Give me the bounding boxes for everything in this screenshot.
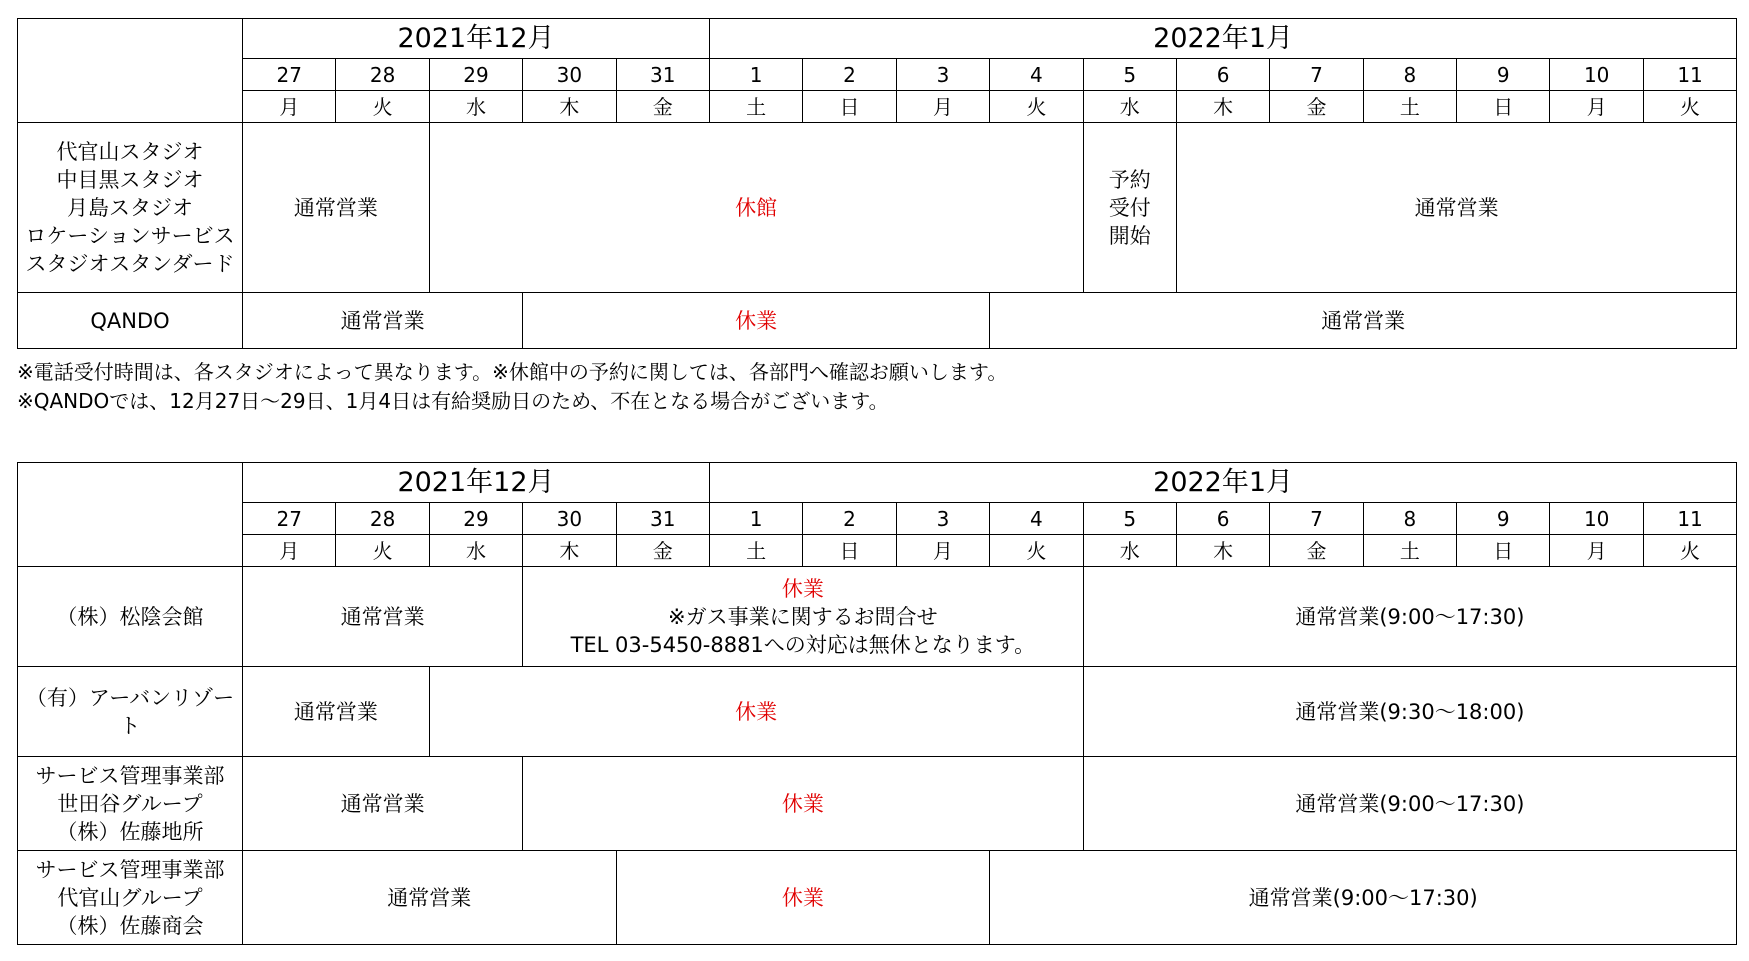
table-row [18, 567, 1737, 667]
table-row [18, 757, 1737, 851]
date-cell: 28 [336, 503, 429, 535]
row-label: （有）アーバンリゾート [18, 667, 243, 757]
weekday-cell: 日 [1457, 535, 1550, 567]
open-period-cell [990, 851, 1737, 945]
closed-status-text: 休業 [735, 308, 778, 333]
table-row [18, 293, 1737, 349]
open-period-cell [243, 757, 523, 851]
date-cell: 6 [1176, 503, 1269, 535]
open-period-cell [990, 293, 1737, 349]
closed-status-text: 休業 [781, 885, 824, 910]
date-cell: 5 [1083, 503, 1176, 535]
weekday-cell: 月 [1550, 535, 1643, 567]
date-cell: 11 [1643, 59, 1736, 91]
status-text: 通常営業(9:30～18:00) [1295, 699, 1525, 724]
status-text: 通常営業 [1321, 308, 1406, 333]
date-cell: 31 [616, 503, 709, 535]
date-cell: 11 [1643, 503, 1736, 535]
weekday-cell: 火 [336, 91, 429, 123]
schedule-table-companies [17, 462, 1737, 945]
table-row [18, 851, 1737, 945]
weekday-row [18, 535, 1737, 567]
date-cell: 30 [523, 59, 616, 91]
date-cell: 7 [1270, 59, 1363, 91]
date-cell: 28 [336, 59, 429, 91]
open-period-cell [1083, 757, 1737, 851]
status-text: 通常営業 [293, 699, 378, 724]
row-label: サービス管理事業部 代官山グループ （株）佐藤商会 [18, 851, 243, 945]
table-corner [18, 463, 243, 567]
date-cell: 10 [1550, 503, 1643, 535]
weekday-cell: 土 [709, 535, 802, 567]
weekday-cell: 土 [1363, 91, 1456, 123]
date-cell: 3 [896, 503, 989, 535]
date-cell: 9 [1457, 59, 1550, 91]
date-row [18, 503, 1737, 535]
weekday-cell: 火 [1643, 91, 1736, 123]
status-text: 通常営業 [293, 195, 378, 220]
open-period-cell [243, 123, 430, 293]
month-header: 2021年12月 [243, 463, 710, 503]
date-cell: 9 [1457, 503, 1550, 535]
open-period-cell [243, 567, 523, 667]
date-cell: 4 [990, 503, 1083, 535]
open-period-cell [243, 667, 430, 757]
month-header: 2021年12月 [243, 19, 710, 59]
status-text: 通常営業(9:00～17:30) [1248, 885, 1478, 910]
date-cell: 5 [1083, 59, 1176, 91]
table-corner [18, 19, 243, 123]
date-cell: 10 [1550, 59, 1643, 91]
row-label: サービス管理事業部 世田谷グループ （株）佐藤地所 [18, 757, 243, 851]
status-text: 予約 受付 開始 [1108, 167, 1151, 248]
date-cell: 2 [803, 59, 896, 91]
date-cell: 30 [523, 503, 616, 535]
open-period-cell [1083, 123, 1176, 293]
closed-period-cell [616, 851, 990, 945]
table-row [18, 123, 1737, 293]
status-text: 通常営業 [340, 604, 425, 629]
note-line: ※QANDOでは、12月27日～29日、1月4日は有給奨励日のため、不在となる場合がございます。 [17, 389, 889, 413]
schedule-table-studios [17, 18, 1737, 349]
date-cell: 27 [243, 59, 336, 91]
closed-period-cell [523, 757, 1083, 851]
weekday-cell: 火 [990, 91, 1083, 123]
status-text: 通常営業 [340, 791, 425, 816]
date-cell: 8 [1363, 503, 1456, 535]
weekday-cell: 水 [429, 91, 522, 123]
note-line: ※電話受付時間は、各スタジオによって異なります。※休館中の予約に関しては、各部門へ確認お願いします。 [17, 360, 1008, 384]
date-cell: 2 [803, 503, 896, 535]
open-period-cell [1083, 567, 1737, 667]
weekday-cell: 日 [803, 535, 896, 567]
closed-period-cell [523, 293, 990, 349]
weekday-cell: 水 [429, 535, 522, 567]
closed-period-cell [429, 123, 1083, 293]
weekday-cell: 金 [616, 535, 709, 567]
date-cell: 8 [1363, 59, 1456, 91]
weekday-cell: 金 [1270, 91, 1363, 123]
date-cell: 7 [1270, 503, 1363, 535]
date-cell: 29 [429, 503, 522, 535]
weekday-cell: 火 [990, 535, 1083, 567]
weekday-cell: 日 [1457, 91, 1550, 123]
weekday-cell: 金 [616, 91, 709, 123]
row-label: （株）松陰会館 [18, 567, 243, 667]
weekday-cell: 木 [523, 91, 616, 123]
open-period-cell [243, 293, 523, 349]
date-cell: 31 [616, 59, 709, 91]
open-period-cell [1083, 667, 1737, 757]
notes [17, 358, 1007, 416]
weekday-cell: 水 [1083, 535, 1176, 567]
weekday-cell: 月 [1550, 91, 1643, 123]
closed-period-cell [523, 567, 1083, 667]
weekday-cell: 土 [709, 91, 802, 123]
month-header: 2022年1月 [709, 463, 1736, 503]
date-cell: 3 [896, 59, 989, 91]
weekday-cell: 土 [1363, 535, 1456, 567]
date-cell: 27 [243, 503, 336, 535]
open-period-cell [243, 851, 617, 945]
date-row [18, 59, 1737, 91]
weekday-cell: 月 [896, 91, 989, 123]
row-label: QANDO [18, 293, 243, 349]
weekday-cell: 木 [1176, 91, 1269, 123]
open-period-cell [1176, 123, 1736, 293]
status-text: 通常営業(9:00～17:30) [1295, 791, 1525, 816]
weekday-cell: 火 [336, 535, 429, 567]
weekday-cell: 木 [1176, 535, 1269, 567]
table-row [18, 667, 1737, 757]
weekday-cell: 水 [1083, 91, 1176, 123]
weekday-cell: 金 [1270, 535, 1363, 567]
cell-note: ※ガス事業に関するお問合せ TEL 03-5450-8881への対応は無休となります。 [570, 604, 1036, 657]
date-cell: 1 [709, 59, 802, 91]
status-text: 通常営業 [1414, 195, 1499, 220]
weekday-cell: 火 [1643, 535, 1736, 567]
closed-status-text: 休業 [781, 791, 824, 816]
closed-status-text: 休業 [735, 699, 778, 724]
weekday-cell: 月 [896, 535, 989, 567]
date-cell: 1 [709, 503, 802, 535]
weekday-cell: 日 [803, 91, 896, 123]
closed-status-text: 休館 [735, 195, 778, 220]
weekday-cell: 月 [243, 91, 336, 123]
row-label: 代官山スタジオ 中目黒スタジオ 月島スタジオ ロケーションサービス スタジオスタンダード [18, 123, 243, 293]
status-text: 通常営業(9:00～17:30) [1295, 604, 1525, 629]
closed-status-text: 休業 [781, 576, 824, 601]
weekday-row [18, 91, 1737, 123]
weekday-cell: 月 [243, 535, 336, 567]
date-cell: 29 [429, 59, 522, 91]
closed-period-cell [429, 667, 1083, 757]
date-cell: 4 [990, 59, 1083, 91]
status-text: 通常営業 [387, 885, 472, 910]
weekday-cell: 木 [523, 535, 616, 567]
date-cell: 6 [1176, 59, 1269, 91]
month-header: 2022年1月 [709, 19, 1736, 59]
status-text: 通常営業 [340, 308, 425, 333]
